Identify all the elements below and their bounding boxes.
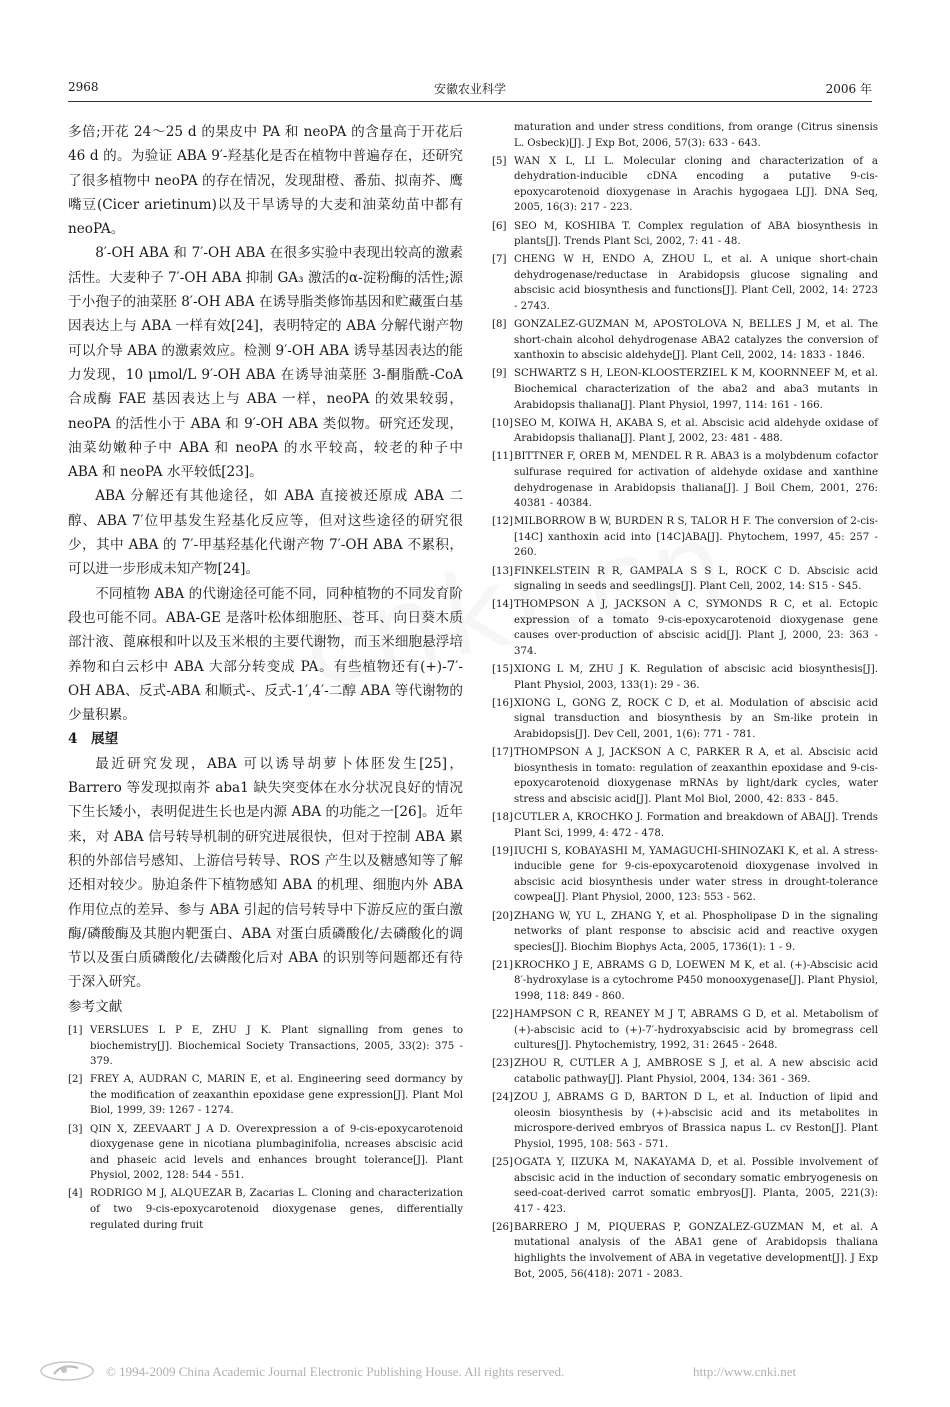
reference-item — [492, 1007, 878, 1054]
reference-text: XIONG L, GONG Z, ROCK C D, et al. Modulation of abscisic acid signal transduction and biosynthesis by an Sm-like protein in Arabidopsis[J]. Dev Cell, 2001, 1(6): 771 - 781. — [514, 697, 878, 740]
page-number: 2968 — [68, 80, 99, 94]
reference-item — [68, 1122, 463, 1184]
reference-text: RODRIGO M J, ALQUEZAR B, Zacarias L. Cloning and characterization of two 9-cis-epoxycarotenoid dioxygenase genes, differentially regulated during fruit — [90, 1188, 463, 1231]
reference-number: [15] — [492, 664, 513, 676]
reference-text: KROCHKO J E, ABRAMS G D, LOEWEN M K, et al. (+)-Abscisic acid 8′-hydroxylase is a cytochrome P450 monooxygenase[J]. Plant Physiol, 1998, 118: 849 - 860. — [514, 959, 878, 1002]
reference-number: [9] — [492, 368, 507, 380]
reference-item — [68, 1072, 463, 1119]
reference-text: ZOU J, ABRAMS G D, BARTON D L, et al. Induction of lipid and oleosin biosynthesis by (+)-abscisic acid and its metabolites in microspore-derived embryos of Brassica napus L. cv Reston[J]. Plant Physiol, 1995, 108: 563 - 571. — [514, 1092, 878, 1150]
reference-text: THOMPSON A J, JACKSON A C, SYMONDS R C, et al. Ectopic expression of a tomato 9-cis-epoxycarotenoid dioxygenase gene causes over-production of abscisic acid[J]. Plant J, 2000, 23: 363 - 374. — [514, 599, 878, 657]
reference-text: THOMPSON A J, JACKSON A C, PARKER R A, et al. Abscisic acid biosynthesis in tomato: regulation of zeaxanthin epoxidase and 9-cis-epoxycarotenoid dioxygenase mRNAs by light/dark cycles, water stress and abscisic acid[J]. Plant Mol Biol, 2000, 42: 833 - 845. — [514, 747, 878, 805]
reference-item — [68, 1023, 463, 1070]
reference-text: MILBORROW B W, BURDEN R S, TALOR H F. The conversion of 2-cis-[14C] xanthoxin acid into [14C]ABA[J]. Phytochem, 1997, 45: 257 - 260. — [514, 516, 878, 559]
reference-text: FINKELSTEIN R R, GAMPALA S S L, ROCK C D. Abscisic acid signaling in seeds and seedlings[J]. Plant Cell, 2002, 14: S15 - S45. — [514, 565, 878, 593]
reference-number: [24] — [492, 1092, 513, 1104]
reference-item — [492, 1155, 878, 1217]
footer-url: http://www.cnki.net — [693, 1364, 797, 1379]
reference-number: [23] — [492, 1058, 513, 1070]
page-footer — [38, 1360, 898, 1390]
reference-item — [492, 416, 878, 447]
reference-number: [8] — [492, 319, 507, 331]
reference-number: [10] — [492, 417, 513, 429]
reference-item — [492, 1056, 878, 1087]
reference-text: SCHWARTZ S H, LEON-KLOOSTERZIEL K M, KOORNNEEF M, et al. Biochemical characterization of the aba2 and aba3 mutants in Arabidopsis thaliana[J]. Plant Physiol, 1997, 114: 161 - 166. — [514, 368, 878, 411]
reference-text: WAN X L, LI L. Molecular cloning and characterization of a dehydration-inducible cDNA encoding a putative 9-cis-epoxycarotenoid dioxygenase in Arachis hygogaea L[J]. DNA Seq, 2005, 16(3): 217 - 223. — [514, 155, 878, 214]
reference-item — [492, 449, 878, 511]
reference-text: XIONG L M, ZHU J K. Regulation of abscisic acid biosynthesis[J]. Plant Physiol, 2003, 133(1): 29 - 36. — [514, 664, 878, 691]
copyright-notice: © 1994-2009 China Academic Journal Electronic Publishing House. All rights reserved. — [106, 1364, 565, 1379]
section-heading: 4 展望 — [68, 731, 119, 748]
references-heading: 参考文献 — [68, 998, 123, 1015]
reference-number: [25] — [492, 1156, 513, 1168]
page-header — [68, 80, 872, 102]
reference-number: [19] — [492, 845, 513, 857]
reference-number: [22] — [492, 1009, 513, 1021]
reference-item — [492, 844, 878, 906]
paragraph: 8′-OH ABA 和 7′-OH ABA 在很多实验中表现出较高的激素活性。大麦种子 7′-OH ABA 抑制 GA₃ 激活的α-淀粉酶的活性;源于小孢子的油菜胚 8′-OH ABA 在诱导脂类修饰基因和贮藏蛋白基因表达上与 ABA 一样有效[24]，表明特定的 ABA 分解代谢产物可以介导 ABA 的激素效应。检测 9′-OH ABA 诱导基因表达的能力发现，10 μmol/L 9′-OH ABA 在诱导油菜胚 3-酮脂酰-CoA 合成酶 FAE 基因表达上与 ABA 一样，neoPA 的效果较弱，neoPA 的活性小于 ABA 和 9′-OH ABA 类似物。研究还发现，油菜幼嫩种子中 ABA 和 neoPA 的水平较高，较老的种子中 ABA 和 neoPA 水平较低[23]。 — [68, 245, 463, 481]
reference-text: BARRERO J M, PIQUERAS P, GONZALEZ-GUZMAN M, et al. A mutational analysis of the ABA1 gene of Arabidopsis thaliana highlights the involvement of ABA in vegetative development[J]. J Exp Bot, 2005, 56(418): 2071 - 2083. — [514, 1221, 878, 1280]
reference-number: [1] — [68, 1024, 83, 1036]
reference-number: [21] — [492, 959, 513, 971]
reference-item — [492, 745, 878, 807]
reference-number: [4] — [68, 1188, 83, 1200]
reference-number: [5] — [492, 155, 507, 167]
reference-text: maturation and under stress conditions, from orange (Citrus sinensis L. Osbeck)[J]. J Exp Bot, 2006, 57(3): 633 - 643. — [514, 122, 878, 149]
reference-number: [3] — [68, 1123, 83, 1135]
reference-item — [492, 696, 878, 743]
reference-number: [11] — [492, 451, 513, 463]
reference-number: [14] — [492, 599, 513, 611]
reference-item — [492, 958, 878, 1005]
reference-number: [18] — [492, 811, 513, 823]
paragraph: 多倍;开花 24～25 d 的果皮中 PA 和 neoPA 的含量高于开花后 46 d 的。为验证 ABA 9′-羟基化是否在植物中普遍存在，还研究了很多植物中 neoPA 的存在情况，发现甜橙、番茄、拟南芥、鹰嘴豆(Cicer arietinum)以及干旱诱导的大麦和油菜幼苗中都有 neoPA。 — [68, 124, 463, 238]
cnki-logo-icon — [38, 1360, 96, 1382]
reference-item — [492, 1090, 878, 1152]
reference-number: [26] — [492, 1221, 513, 1233]
reference-item — [492, 810, 878, 841]
journal-name: 安徽农业科学 — [433, 82, 506, 96]
reference-number: [13] — [492, 565, 513, 577]
reference-text: SEO M, KOSHIBA T. Complex regulation of ABA biosynthesis in plants[J]. Trends Plant Sci, 2002, 7: 41 - 48. — [514, 220, 878, 248]
reference-item — [492, 1220, 878, 1282]
reference-item — [492, 909, 878, 956]
reference-text: ZHOU R, CUTLER A J, AMBROSE S J, et al. A new abscisic acid catabolic pathway[J]. Plant Physiol, 2004, 134: 361 - 369. — [514, 1058, 878, 1085]
reference-text: VERSLUES L P E, ZHU J K. Plant signalling from genes to biochemistry[J]. Biochemical Society Transactions, 2005, 33(2): 375 - 379. — [90, 1024, 463, 1068]
reference-text: SEO M, KOIWA H, AKABA S, et al. Abscisic acid aldehyde oxidase of Arabidopsis thaliana[J]. Plant J, 2002, 23: 481 - 488. — [514, 417, 878, 445]
reference-text: QIN X, ZEEVAART J A D. Overexpression a of 9-cis-epoxycarotenoid dioxygenase gene in nicotiana plumbaginifolia, ncreases abscisic acid and phaseic acid levels and enhances brought tolerance[J]. Plant Physiol, 2002, 128: 544 - 551. — [90, 1123, 463, 1182]
reference-number: [12] — [492, 516, 513, 528]
reference-item — [68, 1186, 463, 1233]
paragraph: 不同植物 ABA 的代谢途径可能不同，同种植物的不同发育阶段也可能不同。ABA-GE 是落叶松体细胞胚、苍耳、向日葵木质部汁液、蓖麻根和叶以及玉米根的主要代谢物，而玉米细胞悬浮培养物和白云杉中 ABA 大部分转变成 PA。有些植物还有(+)-7′-OH ABA、反式-ABA 和顺式-、反式-1′,4′-二醇 ABA 等代谢物的少量积累。 — [68, 585, 463, 724]
issue-year: 2006 年 — [825, 82, 872, 96]
reference-item — [492, 154, 878, 216]
paragraph: 最近研究发现，ABA 可以诱导胡萝卜体胚发生[25]，Barrero 等发现拟南芥 aba1 缺失突变体在水分状况良好的情况下生长矮小，表明促进生长也是内源 ABA 的功能之一[26]。近年来，对 ABA 信号转导机制的研究进展很快，但对于控制 ABA 累积的外部信号感知、上游信号转导、ROS 产生以及糖感知等了解还相对较少。胁迫条件下植物感知 ABA 的机理、细胞内外 ABA 作用位点的差异、参与 ABA 引起的信号转导中下游反应的蛋白激酶/磷酸酶及其胞内靶蛋白、ABA 对蛋白质磷酸化/去磷酸化的调节以及蛋白质磷酸化/去磷酸化后对 ABA 的识别等问题都还有待于深入研究。 — [68, 755, 463, 991]
reference-text: HAMPSON C R, REANEY M J T, ABRAMS G D, et al. Metabolism of (+)-abscisic acid to (+)-7′-hydroxyabscisic acid by bromegrass cell cultures[J]. Phytochemistry, 1992, 31: 2645 - 2648. — [514, 1009, 878, 1052]
reference-number: [2] — [68, 1074, 83, 1086]
reference-text: GONZALEZ-GUZMAN M, APOSTOLOVA N, BELLES J M, et al. The short-chain alcohol dehydrogenase ABA2 catalyzes the conversion of xanthoxin to abscisic aldehyde[J]. Plant Cell, 2002, 14: 1833 - 1846. — [514, 319, 878, 362]
reference-item — [492, 564, 878, 595]
reference-item — [492, 662, 878, 693]
reference-text: ZHANG W, YU L, ZHANG Y, et al. Phospholipase D in the signaling networks of plant response to abscisic acid and reactive oxygen species[J]. Biochim Biophys Acta, 2005, 1736(1): 1 - 9. — [514, 910, 878, 953]
reference-number: [20] — [492, 910, 513, 922]
reference-text: OGATA Y, IIZUKA M, NAKAYAMA D, et al. Possible involvement of abscisic acid in the induction of secondary somatic embryogenesis on seed-coat-derived carrot somatic embryos[J]. Planta, 2005, 221(3): 417 - 423. — [514, 1156, 878, 1215]
reference-number: [16] — [492, 697, 513, 709]
reference-number: [7] — [492, 254, 507, 266]
reference-item — [492, 317, 878, 364]
reference-text: IUCHI S, KOBAYASHI M, YAMAGUCHI-SHINOZAKI K, et al. A stress-inducible gene for 9-cis-epoxycarotenoid dioxygenase involved in abscisic acid biosynthesis under water stress in drought-tolerance cowpea[J]. Plant Physiol, 2000, 123: 553 - 562. — [514, 845, 878, 904]
reference-continuation — [492, 120, 878, 151]
reference-list — [68, 1023, 463, 1233]
header-rule — [68, 101, 872, 102]
reference-item — [492, 252, 878, 314]
reference-item — [492, 597, 878, 659]
reference-text: FREY A, AUDRAN C, MARIN E, et al. Engineering seed dormancy by the modification of zeaxanthin epoxidase gene expression[J]. Plant Mol Biol, 1999, 39: 1267 - 1274. — [90, 1074, 463, 1117]
reference-text: BITTNER F, OREB M, MENDEL R R. ABA3 is a molybdenum cofactor sulfurase required for activation of aldehyde oxidase and xanthine dehydrogenase in Arabidopsis thaliana[J]. J Boil Chem, 2001, 276: 40381 - 40384. — [514, 451, 878, 510]
reference-item — [492, 366, 878, 413]
reference-item — [492, 219, 878, 250]
reference-item — [492, 514, 878, 561]
left-column — [68, 120, 463, 1236]
right-column — [492, 120, 878, 1285]
reference-number: [17] — [492, 747, 513, 759]
reference-text: CUTLER A, KROCHKO J. Formation and breakdown of ABA[J]. Trends Plant Sci, 1999, 4: 472 - 478. — [514, 811, 878, 839]
reference-number: [6] — [492, 220, 507, 232]
reference-text: CHENG W H, ENDO A, ZHOU L, et al. A unique short-chain dehydrogenase/reductase in Arabidopsis glucose signaling and abscisic acid biosynthesis and functions[J]. Plant Cell, 2002, 14: 2723 - 2743. — [514, 254, 878, 313]
paragraph: ABA 分解还有其他途径，如 ABA 直接被还原成 ABA 二醇、ABA 7′位甲基发生羟基化反应等，但对这些途径的研究很少，其中 ABA 的 7′-甲基羟基化代谢产物 7′-OH ABA 不累积，可以进一步形成未知产物[24]。 — [68, 488, 463, 578]
